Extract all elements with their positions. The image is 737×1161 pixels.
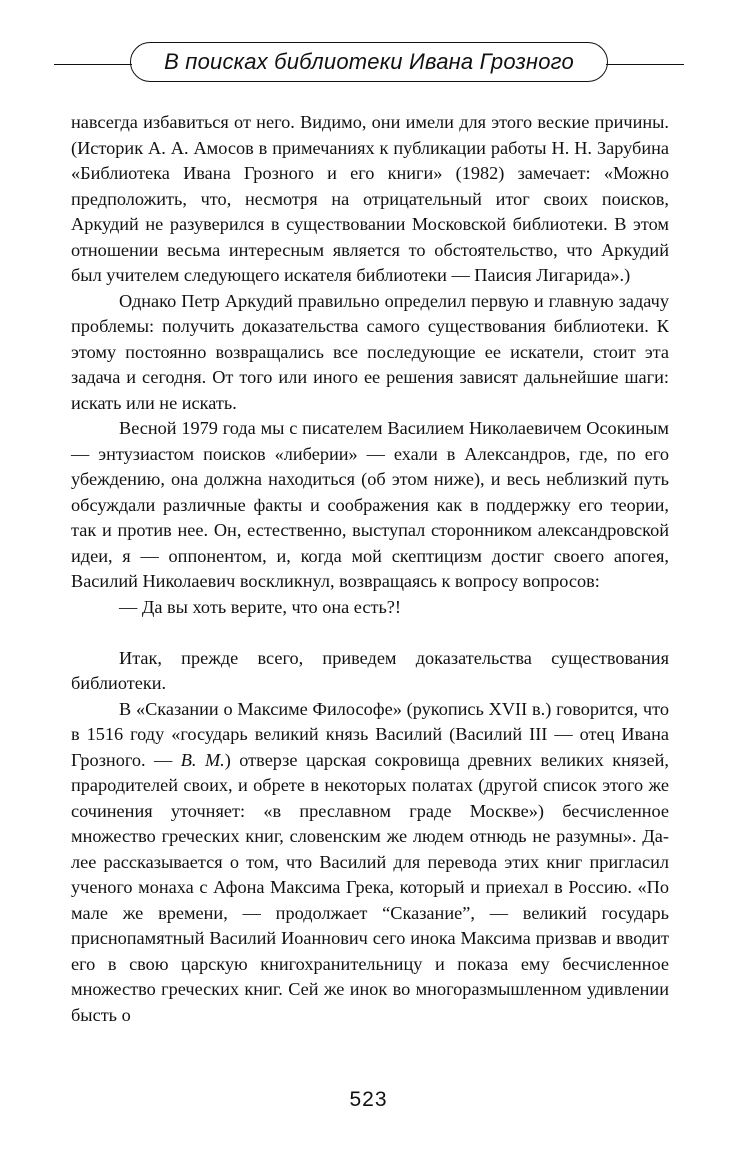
header-rule-left (54, 64, 132, 65)
paragraph-6-part-a: В «Сказании о Максиме Философе» (рукопись XVII в.) говорится, что в 1516 году «государь великий князь Василий (Василий III — отец Ивана Грозного. — (71, 698, 669, 770)
paragraph-3: Весной 1979 года мы с писателем Василием Николаевичем Осокиным — энтузиастом поисков «либерии» — ехали в Александров, где, по его убеждению, она должна находиться (об этом ниже), и весь неблизкий путь обсуждали различные факты и соображения как в поддержку его теории, так и против нее. Он, естественно, выступал сторонником александровской идеи, я — оппонентом, и, когда мой скептицизм достиг своего апогея, Василий Николаевич воскликнул, возвращаясь к вопросу вопросов: (71, 418, 669, 591)
section-gap (71, 620, 669, 646)
paragraph-1: навсегда избавиться от него. Видимо, они имели для этого веские причины. (Историк А. А. Амосов в примечаниях к публикации работы Н. Н. Зарубина «Библиотека Ивана Грозного и его книги» (1982) замечает: «Можно предположить, что, несмотря на отрицательный итог своих поисков, Аркудий не разуверился в существовании Московской библиотеки. В этом отношении весьма интересным является то обстоятельство, что Аркудий был учителем следующего искателя библиотеки — Паисия Лигарида».) (71, 112, 669, 285)
page-body (71, 110, 669, 1028)
paragraph-5: Итак, прежде всего, приведем доказательства существования библиотеки. (71, 647, 669, 693)
header-title-frame (130, 42, 608, 82)
page-number: 523 (349, 1088, 388, 1111)
paragraph-4-dialogue: — Да вы хоть верите, что она есть?! (119, 596, 402, 617)
paragraph-6 (71, 697, 669, 1029)
header-rule-right (606, 64, 684, 65)
running-header (54, 42, 684, 86)
author-initials: В. М. (180, 749, 225, 770)
paragraph-2: Однако Петр Аркудий правильно определил первую и главную задачу проблемы: получить доказательства самого существования библиотеки. К этому постоянно возвращались все последующие ее искатели, стоит эта задача и сегодня. От того или иного ее решения зависят дальнейшие шаги: искать или не искать. (71, 290, 669, 413)
paragraph-6-part-b: ) отверзе царская сокровища древних великих князей, прародителей своих, и обрете в некоторых полатах (другой список этого же сочинения уточняет: «в преславном граде Москве») бесчисленное множество греческих книг, словенским же людем отнюдь не разумны». Далее рассказывается о том, что Василий для перевода этих книг пригласил ученого монаха с Афона Максима Грека, который и приехал в Россию. «По мале же времени, — продолжает “Сказание”, — великий государь приснопамятный Василий Иоаннович сего инока Максима призвав и вводит его в свою царскую книгохранительницу и показа ему бесчисленное множество греческих книг. Сей же инок во многоразмышленном удивлении бысть о (71, 749, 669, 1025)
running-header-title: В поисках библиотеки Ивана Грозного (164, 49, 574, 74)
